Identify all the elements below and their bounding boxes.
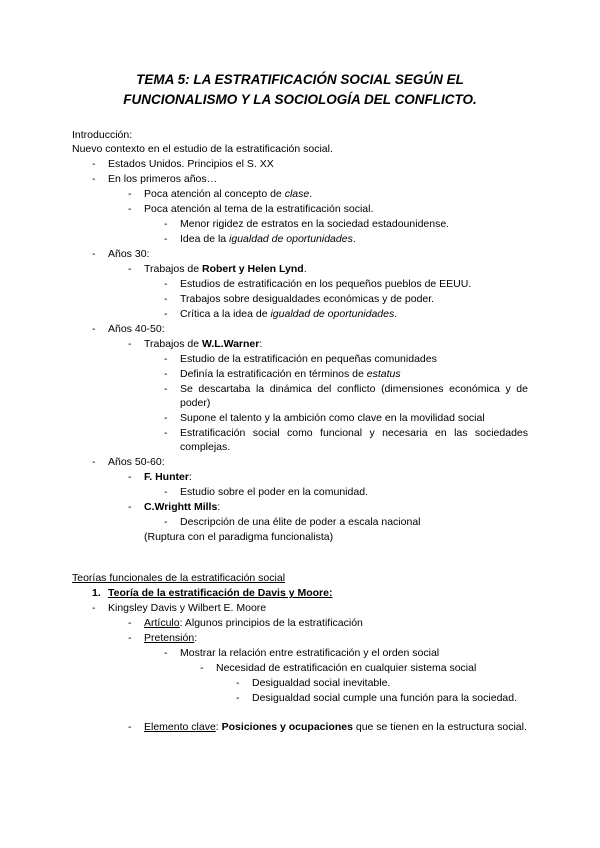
list-item: Estudios de estratificación en los pequeños pueblos de EEUU. [180, 278, 472, 290]
label: Pretensión [144, 632, 195, 644]
author-name: C.Wrightt Mills [144, 501, 218, 513]
bullet-dash: - [128, 471, 132, 483]
note-text: (Ruptura con el paradigma funcionalista) [144, 531, 334, 543]
bullet-dash: - [92, 456, 96, 468]
list-item: Estratificación social como funcional y necesaria en las sociedades complejas. [180, 427, 528, 453]
label: Elemento clave [144, 721, 216, 733]
label: Artículo [144, 617, 180, 629]
bullet-dash: - [92, 173, 96, 185]
emphasis: igualdad de oportunidades [229, 233, 353, 245]
author-name: W.L.Warner [201, 338, 260, 350]
bullet-dash: - [236, 692, 240, 704]
bullet-dash: - [164, 218, 168, 230]
list-item: Años 30: [108, 248, 150, 260]
list-item: Crítica a la idea de igualdad de oportunidades. [180, 308, 398, 320]
bullet-dash: - [92, 323, 96, 335]
list-item: En los primeros años… [108, 173, 218, 185]
bullet-dash: - [164, 486, 168, 498]
intro-subtitle: Nuevo contexto en el estudio de la estratificación social. [72, 143, 333, 155]
list-item: F. Hunter: [144, 471, 192, 483]
list-item: Descripción de una élite de poder a escala nacional [180, 516, 421, 528]
bullet-dash: - [128, 617, 132, 629]
list-item: Artículo: Algunos principios de la estratificación [144, 617, 363, 629]
list-item-heading: Teoría de la estratificación de Davis y Moore: [108, 587, 333, 599]
bullet-dash: - [92, 158, 96, 170]
bullet-dash: - [164, 383, 168, 395]
list-item: Definía la estratificación en términos de estatus [180, 368, 401, 380]
list-item: Menor rigidez de estratos en la sociedad estadounidense. [180, 218, 450, 230]
bullet-dash: - [128, 721, 132, 733]
emphasis: igualdad de oportunidades [270, 308, 395, 320]
bullet-dash: - [128, 263, 132, 275]
bullet-dash: - [164, 293, 168, 305]
list-item: Se descartaba la dinámica del conflicto (dimensiones económica y de poder) [180, 383, 528, 409]
section-heading: Teorías funcionales de la estratificación social [72, 572, 286, 584]
bullet-dash: - [164, 412, 168, 424]
list-item: Estudio de la estratificación en pequeñas comunidades [180, 353, 437, 365]
list-item: Elemento clave: Posiciones y ocupaciones que se tienen en la estructura social. [144, 721, 527, 733]
list-item: Kingsley Davis y Wilbert E. Moore [108, 602, 267, 614]
bullet-dash: - [164, 308, 168, 320]
list-item: Trabajos sobre desigualdades económicas y de poder. [180, 293, 435, 305]
emphasis: estatus [366, 368, 401, 380]
bullet-dash: - [164, 353, 168, 365]
list-item: Necesidad de estratificación en cualquier sistema social [216, 662, 477, 674]
list-item: Mostrar la relación entre estratificación y el orden social [180, 647, 440, 659]
author-name: Robert y Helen Lynd [201, 263, 304, 275]
list-item: Idea de la igualdad de oportunidades. [180, 233, 356, 245]
title-line-2: FUNCIONALISMO Y LA SOCIOLOGÍA DEL CONFLICTO. [123, 92, 477, 107]
list-item: Supone el talento y la ambición como clave en la movilidad social [180, 412, 485, 424]
list-item: Trabajos de Robert y Helen Lynd. [144, 263, 307, 275]
document-title [60, 70, 540, 110]
list-item: Trabajos de W.L.Warner: [144, 338, 263, 350]
bullet-dash: - [164, 647, 168, 659]
list-item: Años 50-60: [108, 456, 165, 468]
bullet-dash: - [164, 278, 168, 290]
list-item: Estados Unidos. Principios el S. XX [108, 158, 274, 170]
list-item: Desigualdad social cumple una función para la sociedad. [252, 692, 518, 704]
intro-heading: Introducción: [72, 129, 133, 141]
bullet-dash: - [164, 368, 168, 380]
bullet-dash: - [164, 427, 168, 439]
bullet-dash: - [128, 501, 132, 513]
bullet-dash: - [164, 233, 168, 245]
list-item: Poca atención al tema de la estratificación social. [144, 203, 374, 215]
title-line-1: TEMA 5: LA ESTRATIFICACIÓN SOCIAL SEGÚN EL [136, 72, 464, 87]
bullet-dash: - [128, 632, 132, 644]
bullet-dash: - [92, 248, 96, 260]
author-name: F. Hunter [144, 471, 189, 483]
bullet-dash: - [128, 188, 132, 200]
list-item: Años 40-50: [108, 323, 165, 335]
list-item: Poca atención al concepto de clase. [144, 188, 313, 200]
bullet-dash: - [92, 602, 96, 614]
emphasis: clase [284, 188, 310, 200]
list-item: Desigualdad social inevitable. [252, 677, 391, 689]
list-item: Estudio sobre el poder en la comunidad. [180, 486, 368, 498]
bullet-dash: - [236, 677, 240, 689]
list-item: C.Wrightt Mills: [144, 501, 221, 513]
bullet-dash: - [164, 516, 168, 528]
key-term: Posiciones y ocupaciones [221, 721, 353, 733]
bullet-dash: - [128, 203, 132, 215]
bullet-dash: - [200, 662, 204, 674]
list-number: 1. [92, 587, 101, 599]
bullet-dash: - [128, 338, 132, 350]
list-item: Pretensión: [144, 632, 198, 644]
